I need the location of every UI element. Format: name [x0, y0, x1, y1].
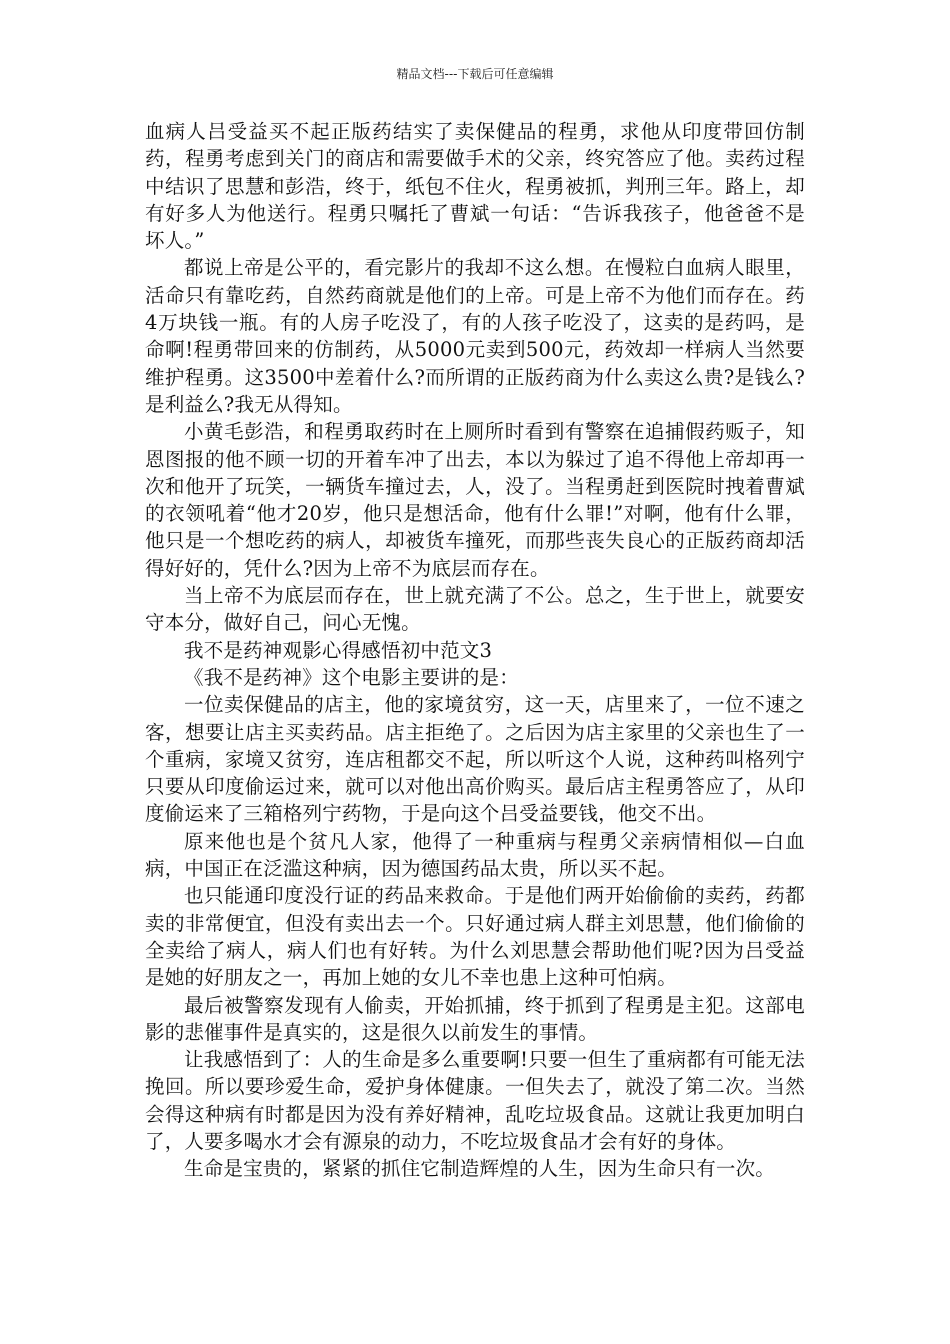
paragraph-4: 当上帝不为底层而存在，世上就充满了不公。总之，生于世上，就要安守本分，做好自己，问心无愧。 — [145, 584, 805, 635]
paragraph-5: 一位卖保健品的店主，他的家境贫穷，这一天，店里来了，一位不速之客，想要让店主买卖药品。店主拒绝了。之后因为店主家里的父亲也生了一个重病，家境又贫穷，连店租都交不起，所以听这个人说，这种药叫格列宁只要从印度偷运过来，就可以对他出高价购买。最后店主程勇答应了，从印度偷运来了三箱格列宁药物，于是向这个吕受益要钱，他交不出。 — [145, 693, 805, 826]
paragraph-8: 最后被警察发现有人偷卖，开始抓捕，终于抓到了程勇是主犯。这部电影的悲催事件是真实的，这是很久以前发生的事情。 — [145, 993, 805, 1044]
paragraph-10: 生命是宝贵的，紧紧的抓住它制造辉煌的人生，因为生命只有一次。 — [184, 1157, 776, 1181]
paragraph-1: 血病人吕受益买不起正版药结实了卖保健品的程勇，求他从印度带回仿制药，程勇考虑到关门的商店和需要做手术的父亲，终究答应了他。卖药过程中结识了思慧和彭浩，终于，纸包不住火，程勇被抓，判刑三年。路上，却有好多人为他送行。程勇只嘱托了曹斌一句话：“告诉我孩子，他爸爸不是坏人。” — [145, 120, 805, 253]
document-body — [145, 118, 805, 1183]
page-header: 精品文档---下载后可任意编辑 — [396, 67, 554, 81]
section-title: 我不是药神观影心得感悟初中范文3 — [184, 638, 493, 662]
paragraph-9: 让我感悟到了：人的生命是多么重要啊!只要一但生了重病都有可能无法挽回。所以要珍爱生命，爱护身体健康。一但失去了，就没了第二次。当然会得这种病有时都是因为没有养好精神，乱吃垃圾食品。这就让我更加明白了，人要多喝水才会有源泉的动力，不吃垃圾食品才会有好的身体。 — [145, 1048, 805, 1153]
paragraph-intro: 《我不是药神》这个电影主要讲的是： — [184, 665, 519, 689]
paragraph-7: 也只能通印度没行证的药品来救命。于是他们两开始偷偷的卖药，药都卖的非常便宜，但没有卖出去一个。只好通过病人群主刘思慧，他们偷偷的全卖给了病人，病人们也有好转。为什么刘思慧会帮助他们呢?因为吕受益是她的好朋友之一，再加上她的女儿不幸也患上这种可怕病。 — [145, 884, 805, 990]
paragraph-3: 小黄毛彭浩，和程勇取药时在上厕所时看到有警察在追捕假药贩子，知恩图报的他不顾一切的开着车冲了出去，本以为躲过了追不得他上帝却再一次和他开了玩笑，一辆货车撞过去，人，没了。当程勇赶到医院时拽着曹斌的衣领吼着“他才20岁，他只是想活命，他有什么罪!”对啊，他有什么罪，他只是一个想吃药的病人，却被货车撞死，而那些丧失良心的正版药商却活得好好的，凭什么?因为上帝不为底层而存在。 — [145, 420, 805, 580]
paragraph-6: 原来他也是个贫凡人家，他得了一种重病与程勇父亲病情相似—白血病，中国正在泛滥这种病，因为德国药品太贵，所以买不起。 — [145, 829, 805, 881]
paragraph-2: 都说上帝是公平的，看完影片的我却不这么想。在慢粒白血病人眼里，活命只有靠吃药，自然药商就是他们的上帝。可是上帝不为他们而存在。药4万块钱一瓶。有的人房子吃没了，有的人孩子吃没了，这卖的是药吗，是命啊!程勇带回来的仿制药，从5000元卖到500元，药效却一样病人当然要维护程勇。这3500中差着什么?而所谓的正版药商为什么卖这么贵?是钱么?是利益么?我无从得知。 — [145, 256, 805, 416]
